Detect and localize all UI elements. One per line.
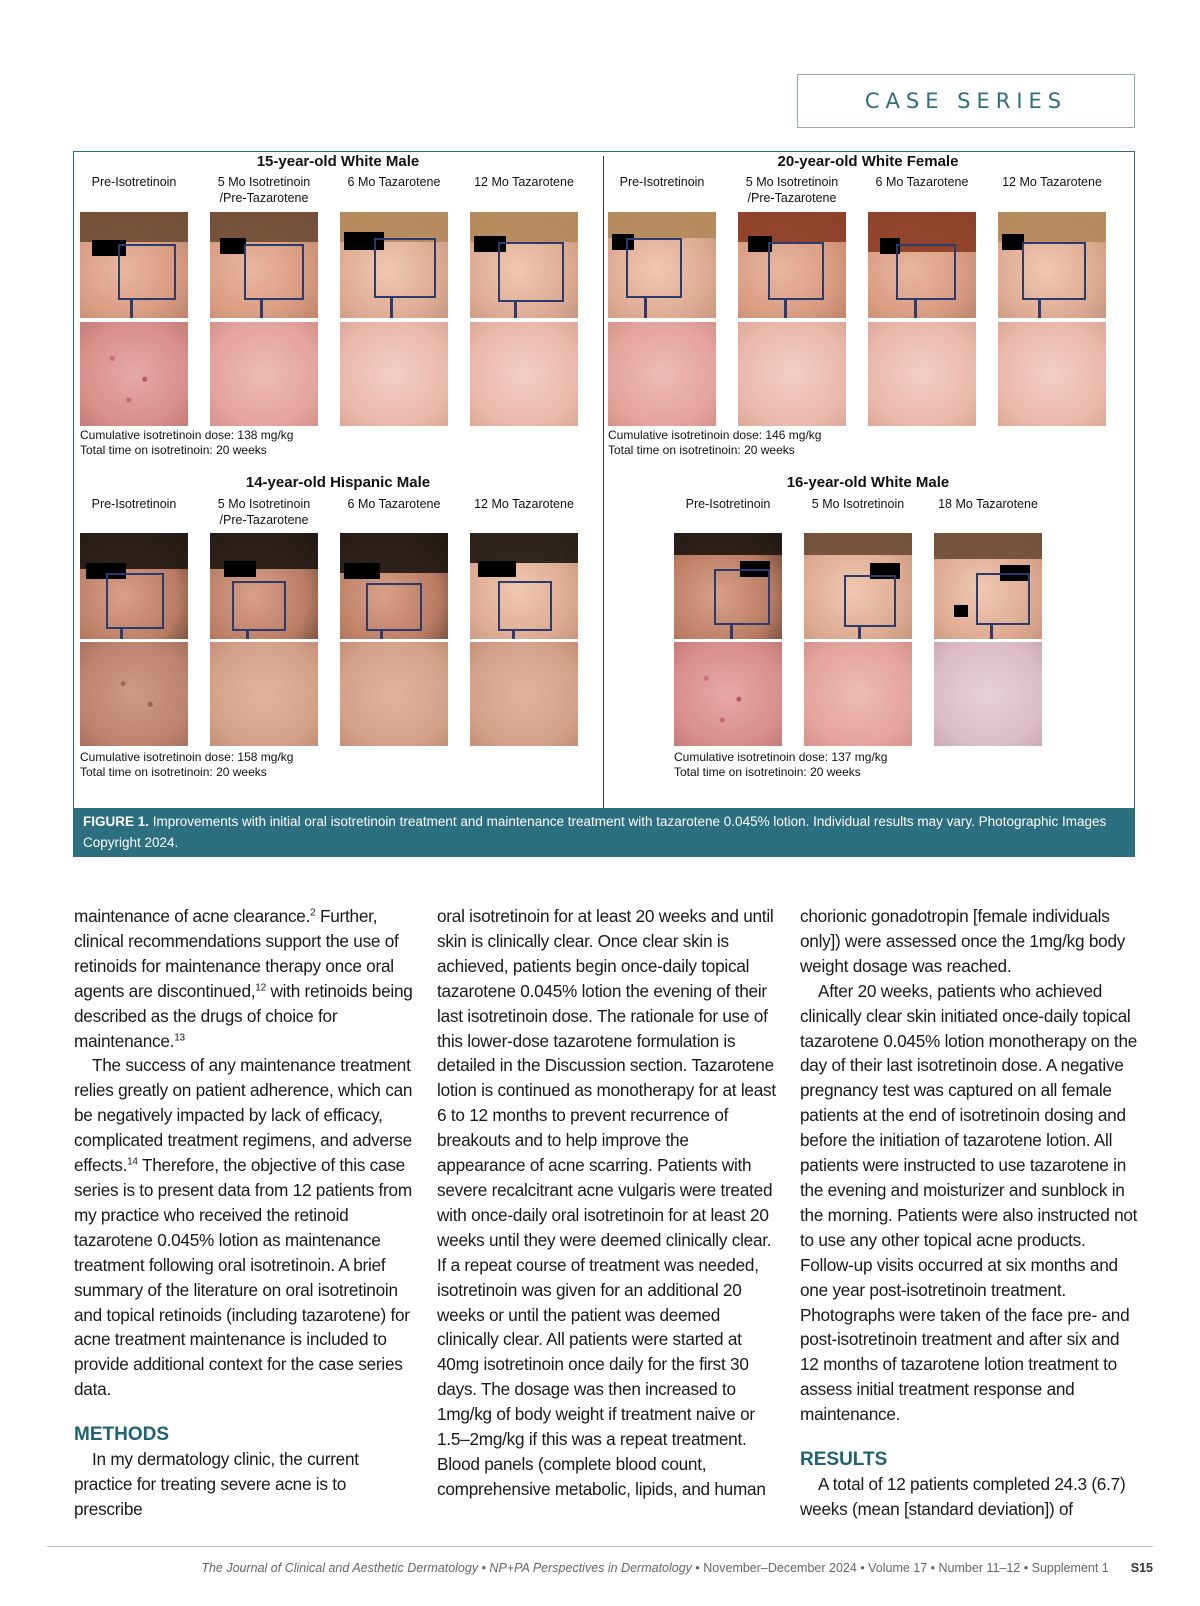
body-column-1 — [74, 904, 414, 1522]
body-column-3 — [800, 904, 1138, 1522]
skin-closeup-photo — [738, 322, 846, 426]
column-label-line2: Pre-Isotretinoin — [685, 497, 771, 511]
column-label-line1: 5 Mo Isotretinoin — [217, 175, 311, 189]
section-heading-methods: METHODS — [74, 1424, 169, 1446]
caption-text: Improvements with initial oral isotretinoin treatment and maintenance treatment with tazarotene 0.045% lotion. Individual results may vary. Photographic Images Copyright 2024. — [83, 814, 1107, 850]
column-label-line2: 6 Mo Tazarotene — [347, 175, 441, 189]
face-photo — [80, 212, 188, 318]
supplement-name: NP+PA Perspectives in Dermatology — [489, 1561, 692, 1575]
total-time: Total time on isotretinoin: 20 weeks — [674, 765, 861, 779]
face-photo — [738, 212, 846, 318]
figure-divider — [603, 156, 604, 808]
paragraph: chorionic gonadotropin [female individuals only]) were assessed once the 1mg/kg body weight dosage was reached. — [800, 906, 1126, 976]
paragraph: The success of any maintenance treatment relies greatly on patient adherence, which can be negatively impacted by lack of efficacy, complicated treatment regimens, and adverse effects.$^{14}$ Therefore, the objective of this case series is to present data from 12 patients from my practice who received the retinoid tazarotene 0.045% lotion as maintenance treatment following oral isotretinoin. A brief summary of the literature on oral isotretinoin and topical retinoids (including tazarotene) for acne treatment maintenance is included to provide additional context for the case series data. — [74, 1055, 413, 1400]
panel-15yo-white-male — [78, 152, 598, 472]
section-label: CASE SERIES — [797, 74, 1135, 128]
face-photo — [470, 533, 578, 639]
paragraph: oral isotretinoin for at least 20 weeks and until skin is clinically clear. Once clear skin is achieved, patients begin once-daily topical tazarotene 0.045% lotion the evening of their last isotretinoin dose. The rationale for use of this lower-dose tazarotene formulation is detailed in the Discussion section. Tazarotene lotion is continued as monotherapy for at least 6 to 12 months to prevent recurrence of breakouts and to help improve the appearance of acne scarring. Patients with severe recalcitrant acne vulgaris were treated with once-daily oral isotretinoin for at least 20 weeks until they were deemed clinically clear. If a repeat course of treatment was needed, isotretinoin was given for an additional 20 weeks or until the patient was deemed clinically clear. All patients were started at 40mg isotretinoin once daily for the first 30 days. The dosage was then increased to 1mg/kg of body weight if treatment naive or 1.5–2mg/kg if this was a repeat treatment. Blood panels (complete blood count, comprehensive metabolic, lipids, and human — [437, 906, 776, 1499]
citation: 13 — [174, 1031, 185, 1043]
paragraph: After 20 weeks, patients who achieved clinically clear skin initiated once-daily topical tazarotene 0.045% lotion monotherapy on the day of their last isotretinoin dose. A negative pregnancy test was captured on all female patients at the end of isotretinoin dosing and before the initiation of tazarotene lotion. All patients were instructed to use tazarotene in the evening and moisturizer and sunblock in the morning. Patients were also instructed not to use any other topical acne products. Follow-up visits occurred at six months and one year post-isotretinoin treatment. Photographs were taken of the face pre- and post-isotretinoin treatment and after six and 12 months of tazarotene lotion treatment to assess initial treatment response and maintenance. — [800, 980, 1138, 1425]
face-photo — [804, 533, 912, 639]
column-label-line2: Pre-Isotretinoin — [619, 175, 705, 189]
column-label-line2: Pre-Isotretinoin — [91, 175, 177, 189]
skin-closeup-photo — [674, 642, 782, 746]
panel-title: 20-year-old White Female — [777, 153, 959, 170]
column-label-line2: 6 Mo Tazarotene — [347, 497, 441, 511]
page-number: S15 — [1130, 1561, 1153, 1575]
total-time: Total time on isotretinoin: 20 weeks — [80, 765, 267, 779]
figure-1 — [73, 151, 1135, 857]
dose-note — [80, 750, 293, 780]
cumulative-dose: Cumulative isotretinoin dose: 158 mg/kg — [80, 750, 294, 764]
column-label-line2: /Pre-Tazarotene — [219, 191, 309, 205]
panel-16yo-white-male — [608, 474, 1128, 808]
column-label-line2: 6 Mo Tazarotene — [875, 175, 969, 189]
total-time: Total time on isotretinoin: 20 weeks — [80, 443, 267, 457]
face-photo — [210, 212, 318, 318]
face-photo — [340, 533, 448, 639]
face-photo — [934, 533, 1042, 639]
citation: 12 — [255, 981, 266, 993]
skin-closeup-photo — [470, 642, 578, 746]
section-heading-results: RESULTS — [800, 1449, 888, 1471]
skin-closeup-photo — [998, 322, 1106, 426]
skin-closeup-photo — [210, 322, 318, 426]
footer-rule — [47, 1546, 1153, 1547]
page-footer: The Journal of Clinical and Aesthetic Dermatology • NP+PA Perspectives in Dermatology • November–December 2024 • Volume 17 • Number 11–12 • Supplement 1 S15 — [201, 1561, 1153, 1575]
column-label-line2: /Pre-Tazarotene — [747, 191, 837, 205]
citation: 14 — [127, 1156, 138, 1168]
column-label-line2: 5 Mo Isotretinoin — [811, 497, 905, 511]
cumulative-dose: Cumulative isotretinoin dose: 138 mg/kg — [80, 428, 294, 442]
skin-closeup-photo — [210, 642, 318, 746]
column-label-line2: 18 Mo Tazarotene — [938, 497, 1038, 511]
caption-label: FIGURE 1. — [83, 814, 150, 829]
body-column-2 — [437, 904, 777, 1502]
face-photo — [998, 212, 1106, 318]
face-photo — [674, 533, 782, 639]
citation: 2 — [310, 907, 316, 919]
face-photo — [80, 533, 188, 639]
skin-closeup-photo — [868, 322, 976, 426]
face-photo — [868, 212, 976, 318]
journal-name: The Journal of Clinical and Aesthetic Dermatology — [201, 1561, 479, 1575]
dose-note — [608, 428, 821, 458]
paragraph: In my dermatology clinic, the current practice for treating severe acne is to prescribe — [74, 1449, 359, 1519]
column-label-line2: /Pre-Tazarotene — [219, 513, 309, 527]
panel-title: 16-year-old White Male — [786, 474, 950, 491]
face-photo — [340, 212, 448, 318]
face-photo — [210, 533, 318, 639]
column-label-line2: Pre-Isotretinoin — [91, 497, 177, 511]
figure-caption — [74, 808, 1134, 856]
skin-closeup-photo — [80, 322, 188, 426]
skin-closeup-photo — [608, 322, 716, 426]
dose-note — [674, 750, 887, 780]
issue-info: • November–December 2024 • Volume 17 • Number 11–12 • Supplement 1 — [691, 1561, 1109, 1575]
panel-20yo-white-female — [608, 152, 1128, 472]
panel-title: 14-year-old Hispanic Male — [245, 474, 431, 491]
column-label-line2: 12 Mo Tazarotene — [1002, 175, 1102, 189]
skin-closeup-photo — [340, 642, 448, 746]
skin-closeup-photo — [804, 642, 912, 746]
total-time: Total time on isotretinoin: 20 weeks — [608, 443, 795, 457]
skin-closeup-photo — [470, 322, 578, 426]
column-label-line2: 12 Mo Tazarotene — [474, 175, 574, 189]
paragraph: A total of 12 patients completed 24.3 (6.7) weeks (mean [standard deviation]) of — [800, 1474, 1126, 1519]
cumulative-dose: Cumulative isotretinoin dose: 137 mg/kg — [674, 750, 888, 764]
face-photo — [608, 212, 716, 318]
skin-closeup-photo — [340, 322, 448, 426]
column-label-line2: 12 Mo Tazarotene — [474, 497, 574, 511]
skin-closeup-photo — [934, 642, 1042, 746]
paragraph: maintenance of acne clearance.$^2$ Further, clinical recommendations support the use of retinoids for maintenance therapy once oral agents are discontinued,$^{12}$ with retinoids being described as the drugs of choice for maintenance.$^{13}$ — [74, 906, 413, 1051]
cumulative-dose: Cumulative isotretinoin dose: 146 mg/kg — [608, 428, 822, 442]
panel-title: 15-year-old White Male — [256, 153, 420, 170]
panel-14yo-hispanic-male — [78, 474, 598, 808]
column-label-line1: 5 Mo Isotretinoin — [745, 175, 839, 189]
dose-note — [80, 428, 293, 458]
skin-closeup-photo — [80, 642, 188, 746]
face-photo — [470, 212, 578, 318]
column-label-line1: 5 Mo Isotretinoin — [217, 497, 311, 511]
